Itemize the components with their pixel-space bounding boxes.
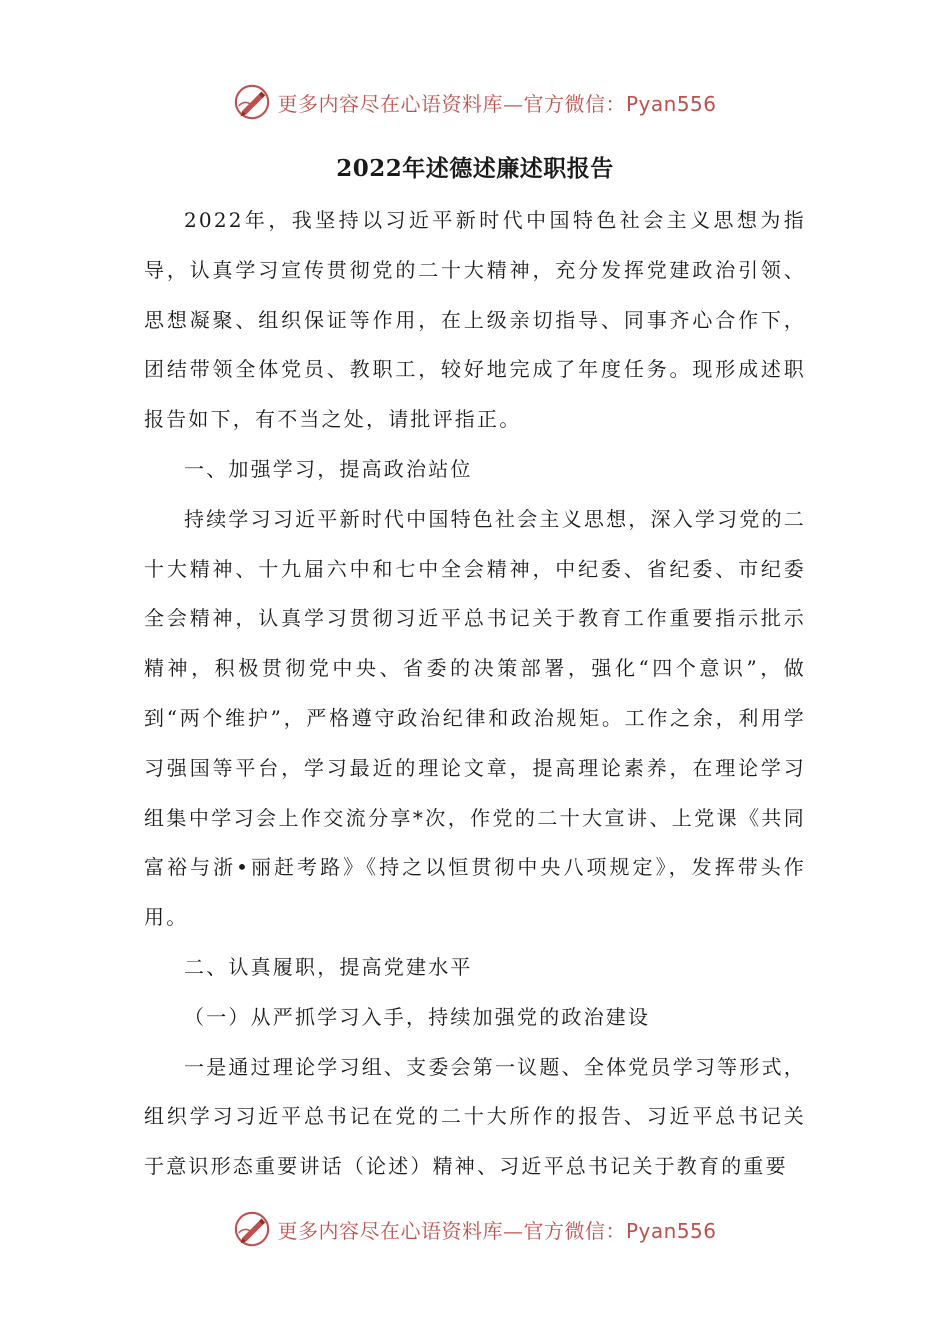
- paragraph-section-2-1: 一是通过理论学习组、支委会第一议题、全体党员学习等形式，组织学习习近平总书记在党的二十大所作的报告、习近平总书记关于意识形态重要讲话（论述）精神、习近平总书记关于教育的重要: [144, 1054, 806, 1179]
- paragraph-section-1: 持续学习习近平新时代中国特色社会主义思想，深入学习党的二十大精神、十九届六中和七中全会精神，中纪委、省纪委、市纪委全会精神，认真学习贯彻习近平总书记关于教育工作重要指示批示精神，积极贯彻党中央、省委的决策部署，强化“四个意识”，做到“两个维护”，严格遵守政治纪律和政治规矩。工作之余，利用学习强国等平台，学习最近的理论文章，提高理论素养，在理论学习组集中学习会上作交流分享*次，作党的二十大宣讲、上党课《共同富裕与浙•丽赶考路》《持之以恒贯彻中央八项规定》，发挥带头作用。: [144, 506, 806, 930]
- document-body: [144, 196, 806, 1192]
- footer-wechat-handle: Pyan556: [625, 1218, 717, 1243]
- header-wechat-handle: Pyan556: [625, 91, 717, 116]
- subheading-section-2-1: （一）从严抓学习入手，持续加强党的政治建设: [184, 1004, 651, 1029]
- heading-section-2: 二、认真履职，提高党建水平: [184, 954, 473, 979]
- header-watermark-text: 更多内容尽在心语资料库—官方微信：Pyan556: [277, 91, 717, 116]
- footer-watermark-banner: [0, 1207, 950, 1251]
- document-title: 2022年述德述廉述职报告: [336, 155, 614, 182]
- header-watermark-banner: [0, 80, 950, 124]
- paragraph-intro: 2022年，我坚持以习近平新时代中国特色社会主义思想为指导，认真学习宣传贯彻党的二十大精神，充分发挥党建政治引领、思想凝聚、组织保证等作用，在上级亲切指导、同事齐心合作下，团结带领全体党员、教职工，较好地完成了年度任务。现形成述职报告如下，有不当之处，请批评指正。: [144, 208, 806, 432]
- pen-logo-icon: [233, 1210, 271, 1248]
- pen-logo-icon: [233, 83, 271, 121]
- heading-section-1: 一、加强学习，提高政治站位: [184, 456, 473, 481]
- footer-watermark-text: 更多内容尽在心语资料库—官方微信：Pyan556: [277, 1218, 717, 1243]
